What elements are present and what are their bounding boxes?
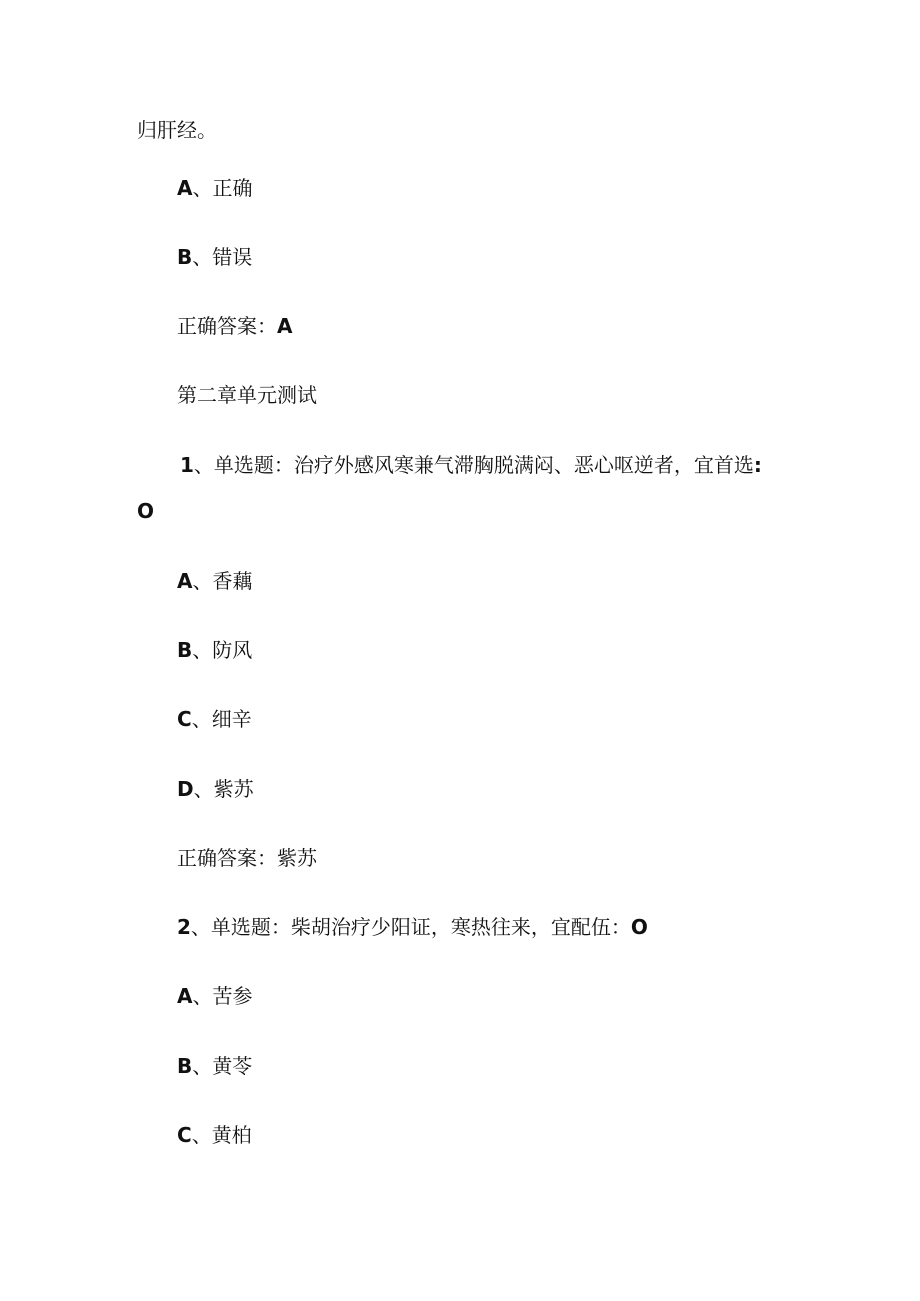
prev-option-b bbox=[177, 243, 252, 271]
question-separator: 、 bbox=[190, 915, 211, 939]
q2-option-a bbox=[177, 982, 252, 1010]
option-letter: A bbox=[177, 984, 193, 1008]
question-1-blank bbox=[137, 497, 154, 525]
question-text: 单选题：柴胡治疗少阳证，寒热往来，宜配伍： bbox=[210, 915, 631, 939]
q2-option-b bbox=[177, 1052, 252, 1080]
section-title bbox=[177, 381, 317, 409]
option-text: 香藕 bbox=[212, 569, 253, 593]
option-separator: 、 bbox=[193, 777, 214, 801]
answer-value: A bbox=[277, 314, 293, 338]
answer-label: 正确答案： bbox=[177, 846, 277, 870]
q1-option-b bbox=[177, 636, 252, 664]
option-letter: D bbox=[177, 777, 194, 801]
q1-option-d bbox=[177, 775, 254, 803]
answer-blank: O bbox=[137, 499, 155, 523]
prev-answer bbox=[177, 312, 292, 340]
q1-answer bbox=[177, 844, 317, 872]
answer-value: 紫苏 bbox=[277, 846, 317, 870]
q1-option-c bbox=[177, 705, 252, 733]
option-letter: A bbox=[177, 176, 193, 200]
q2-option-c bbox=[177, 1121, 252, 1149]
option-separator: 、 bbox=[192, 984, 213, 1008]
option-separator: 、 bbox=[192, 176, 213, 200]
question-colon: : bbox=[753, 453, 762, 477]
question-number: 1 bbox=[180, 453, 194, 477]
prev-question-tail bbox=[137, 116, 217, 144]
option-letter: B bbox=[177, 638, 193, 662]
prev-option-a bbox=[177, 174, 252, 202]
option-text: 正确 bbox=[212, 176, 253, 200]
option-text: 错误 bbox=[212, 245, 253, 269]
option-letter: C bbox=[177, 707, 192, 731]
question-separator: 、 bbox=[193, 453, 214, 477]
question-text: 单选题：治疗外感风寒兼气滞胸脱满闷、恶心呕逆者，宜首选 bbox=[213, 453, 754, 477]
option-separator: 、 bbox=[192, 569, 213, 593]
option-text: 紫苏 bbox=[213, 777, 254, 801]
option-text: 防风 bbox=[212, 638, 253, 662]
option-separator: 、 bbox=[192, 1054, 213, 1078]
option-letter: B bbox=[177, 245, 193, 269]
question-number: 2 bbox=[177, 915, 191, 939]
option-letter: C bbox=[177, 1123, 192, 1147]
question-2-stem bbox=[177, 913, 648, 941]
section-title-text: 第二章单元测试 bbox=[177, 383, 317, 407]
prev-question-tail-text: 归肝经。 bbox=[137, 118, 217, 142]
question-1-stem bbox=[180, 451, 762, 479]
q1-option-a bbox=[177, 567, 252, 595]
option-separator: 、 bbox=[192, 245, 213, 269]
option-separator: 、 bbox=[191, 1123, 212, 1147]
option-text: 苦参 bbox=[212, 984, 253, 1008]
option-text: 细辛 bbox=[211, 707, 252, 731]
option-separator: 、 bbox=[192, 638, 213, 662]
answer-blank: O bbox=[630, 915, 648, 939]
option-text: 黄柏 bbox=[211, 1123, 252, 1147]
option-letter: A bbox=[177, 569, 193, 593]
answer-label: 正确答案： bbox=[177, 314, 277, 338]
option-letter: B bbox=[177, 1054, 193, 1078]
option-separator: 、 bbox=[191, 707, 212, 731]
option-text: 黄苓 bbox=[212, 1054, 253, 1078]
